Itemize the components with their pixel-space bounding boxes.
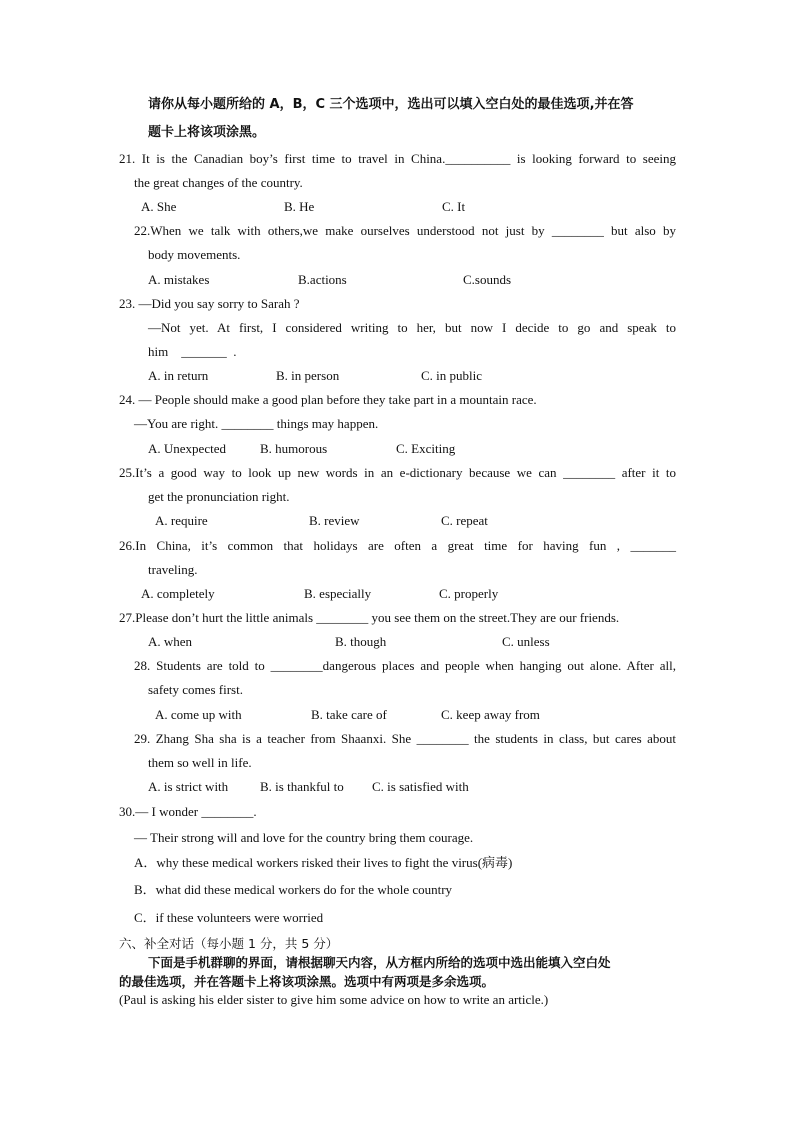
q26-option-b: B. especially bbox=[304, 586, 372, 601]
q22-option-c: C.sounds bbox=[463, 272, 512, 287]
q28-text: 28. Students are told to ________dangerous places and people when hanging out alone. After all, bbox=[134, 658, 676, 673]
instruction-line-1: 请你从每小题所给的 A，B，C 三个选项中，选出可以填入空白处的最佳选项,并在答 bbox=[148, 97, 634, 112]
q24-text: 24. — People should make a good plan before they take part in a mountain race. bbox=[119, 392, 537, 407]
section6-desc-line-2: 的最佳选项，并在答题卡上将该项涂黑。选项中有两项是多余选项。 bbox=[119, 974, 495, 989]
q21-text-cont: the great changes of the country. bbox=[134, 175, 303, 190]
q26-option-a: A. completely bbox=[141, 586, 215, 601]
q29-option-c: C. is satisfied with bbox=[372, 779, 469, 794]
q22-option-a: A. mistakes bbox=[148, 272, 210, 287]
q30-text-cont: — Their strong will and love for the country bring them courage. bbox=[134, 830, 474, 845]
q27-text: 27.Please don’t hurt the little animals ________ you see them on the street.They are our friends. bbox=[119, 610, 620, 625]
q26-option-c: C. properly bbox=[439, 586, 499, 601]
section6-heading: 六、补全对话（每小题 1 分，共 5 分） bbox=[119, 936, 339, 951]
section6-desc-line-1: 下面是手机群聊的界面，请根据聊天内容，从方框内所给的选项中选出能填入空白处 bbox=[148, 955, 611, 970]
q23-text-cont-1: —Not yet. At first, I considered writing to her, but now I decide to go and speak to bbox=[148, 320, 676, 335]
section6-context: (Paul is asking his elder sister to give him some advice on how to write an article.) bbox=[119, 992, 549, 1007]
q22-option-b: B.actions bbox=[298, 272, 347, 287]
q26-text: 26.In China, it’s common that holidays are often a great time for having fun , _______ bbox=[119, 538, 676, 553]
q27-option-a: A. when bbox=[148, 634, 193, 649]
q25-option-a: A. require bbox=[155, 513, 208, 528]
q30-text: 30.— I wonder ________. bbox=[119, 804, 257, 819]
q23-option-b: B. in person bbox=[276, 368, 340, 383]
q27-option-c: C. unless bbox=[502, 634, 550, 649]
q21-option-a: A. She bbox=[141, 199, 177, 214]
q30-option-a: A．why these medical workers risked their lives to fight the virus(病毒) bbox=[134, 855, 513, 870]
q28-option-b: B. take care of bbox=[311, 707, 387, 722]
q23-option-c: C. in public bbox=[421, 368, 483, 383]
q26-text-cont: traveling. bbox=[148, 562, 198, 577]
q29-text-cont: them so well in life. bbox=[148, 755, 252, 770]
q22-text-cont: body movements. bbox=[148, 247, 241, 262]
q29-text: 29. Zhang Sha sha is a teacher from Shaanxi. She ________ the students in class, but cares about bbox=[134, 731, 676, 746]
q23-option-a: A. in return bbox=[148, 368, 209, 383]
q21-option-c: C. It bbox=[442, 199, 466, 214]
q29-option-b: B. is thankful to bbox=[260, 779, 344, 794]
q28-option-c: C. keep away from bbox=[441, 707, 540, 722]
q30-option-c: C．if these volunteers were worried bbox=[134, 910, 324, 925]
q22-text: 22.When we talk with others,we make ourselves understood not just by ________ but also by bbox=[134, 223, 676, 238]
q24-option-b: B. humorous bbox=[260, 441, 328, 456]
q23-text-cont-2: him _______ . bbox=[148, 344, 237, 359]
q25-option-b: B. review bbox=[309, 513, 360, 528]
q24-text-cont: —You are right. ________ things may happen. bbox=[134, 416, 379, 431]
q25-option-c: C. repeat bbox=[441, 513, 488, 528]
q25-text-cont: get the pronunciation right. bbox=[148, 489, 290, 504]
q24-option-c: C. Exciting bbox=[396, 441, 456, 456]
q28-option-a: A. come up with bbox=[155, 707, 242, 722]
q29-option-a: A. is strict with bbox=[148, 779, 229, 794]
q23-text: 23. —Did you say sorry to Sarah ? bbox=[119, 296, 300, 311]
q21-text: 21. It is the Canadian boy’s first time to travel in China.__________ is looking forward to seeing bbox=[119, 151, 676, 166]
q24-option-a: A. Unexpected bbox=[148, 441, 226, 456]
q28-text-cont: safety comes first. bbox=[148, 682, 243, 697]
instruction-line-2: 题卡上将该项涂黑。 bbox=[148, 125, 266, 140]
q30-option-b: B．what did these medical workers do for the whole country bbox=[134, 882, 453, 897]
q21-option-b: B. He bbox=[284, 199, 315, 214]
q27-option-b: B. though bbox=[335, 634, 387, 649]
q25-text: 25.It’s a good way to look up new words in an e-dictionary because we can ________ after it to bbox=[119, 465, 676, 480]
